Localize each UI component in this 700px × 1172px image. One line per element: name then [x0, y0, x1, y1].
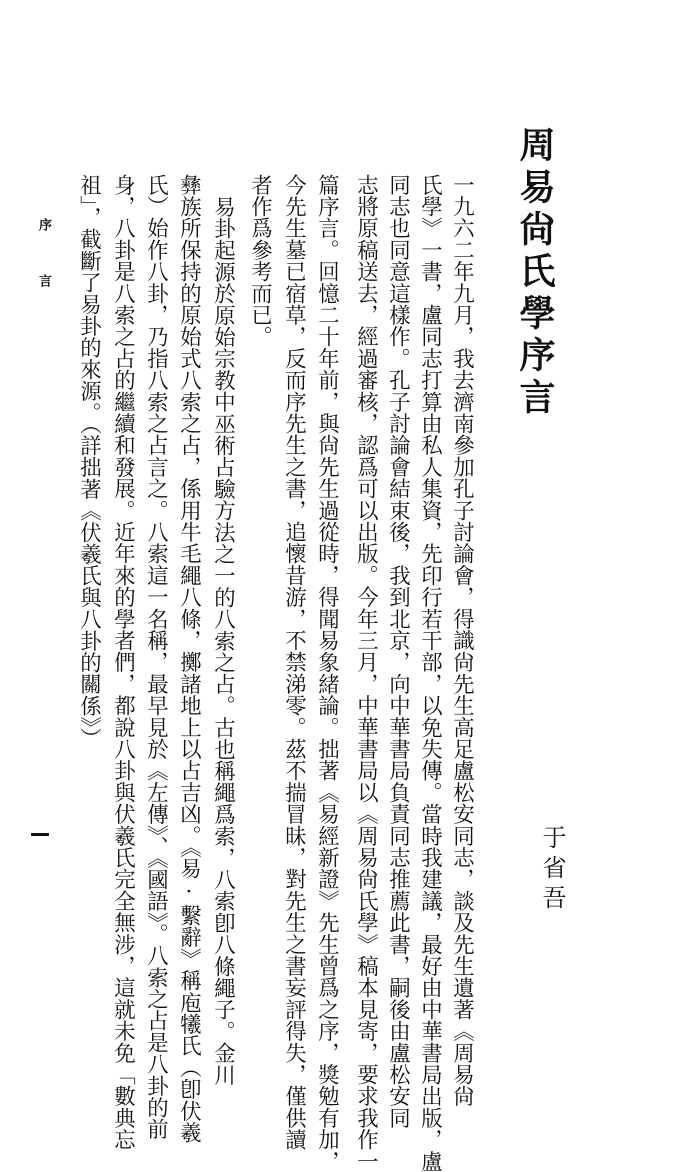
text-column: 氏學》一書，盧同志打算由私人集資，先印行若干部，以免失傳。當時我建議，最好由中華書局出版，盧 [417, 174, 443, 1172]
text-column: 志將原稿送去，經過審核，認爲可以出版。今年三月，中華書局以《周易尙氏學》稿本見寄，要求我作一 [353, 174, 379, 1172]
text-column: 者作爲參考而已。 [247, 174, 273, 348]
text-column: 易卦起源於原始宗教中巫術占驗方法之一的八索之占。古也稱繩爲索，八索卽八條繩子。金川 [210, 196, 236, 1086]
text-column: 今先生墓已宿草，反而序先生之書，追懷昔游，不禁涕零。茲不揣冒昧，對先生之書妄評得失，僅供讀 [281, 174, 307, 1151]
text-column: 氏）始作八卦，乃指八索之占言之。八索這一名稱，最早見於《左傳》、《國語》。八索之占是八卦的前 [143, 174, 169, 1141]
running-head: 序 言 [36, 218, 51, 301]
document-title: 周易尙氏學序言 [514, 126, 556, 420]
text-column: 篇序言。回憶二十年前，與尙先生過從時，得聞易象緒論。拙著《易經新證》先生曾爲之序，獎勉有加， [314, 174, 340, 1172]
text-column: 一九六二年九月，我去濟南參加孔子討論會，得識尙先生高足盧松安同志，談及先生遺著《周易尙 [449, 174, 475, 1108]
page-number [31, 833, 49, 836]
author-name: 于省吾 [538, 825, 566, 915]
text-column: 同志也同意這樣作。孔子討論會結束後，我到北京，向中華書局負責同志推薦此書，嗣後由盧松安同 [385, 174, 411, 1129]
text-column: 身，八卦是八索之占的繼續和發展。近年來的學者們，都說八卦與伏羲氏完全無涉，這就未免「數典忘 [110, 174, 136, 1151]
text-column: 彝族所保持的原始式八索之占，係用牛毛繩八條，擲諸地上以占吉凶。《易·繫辭》稱庖犧氏（卽伏羲 [176, 174, 202, 1144]
text-column: 祖」，截斷了易卦的來源。（詳拙著《伏羲氏與八卦的關係》） [76, 174, 102, 750]
